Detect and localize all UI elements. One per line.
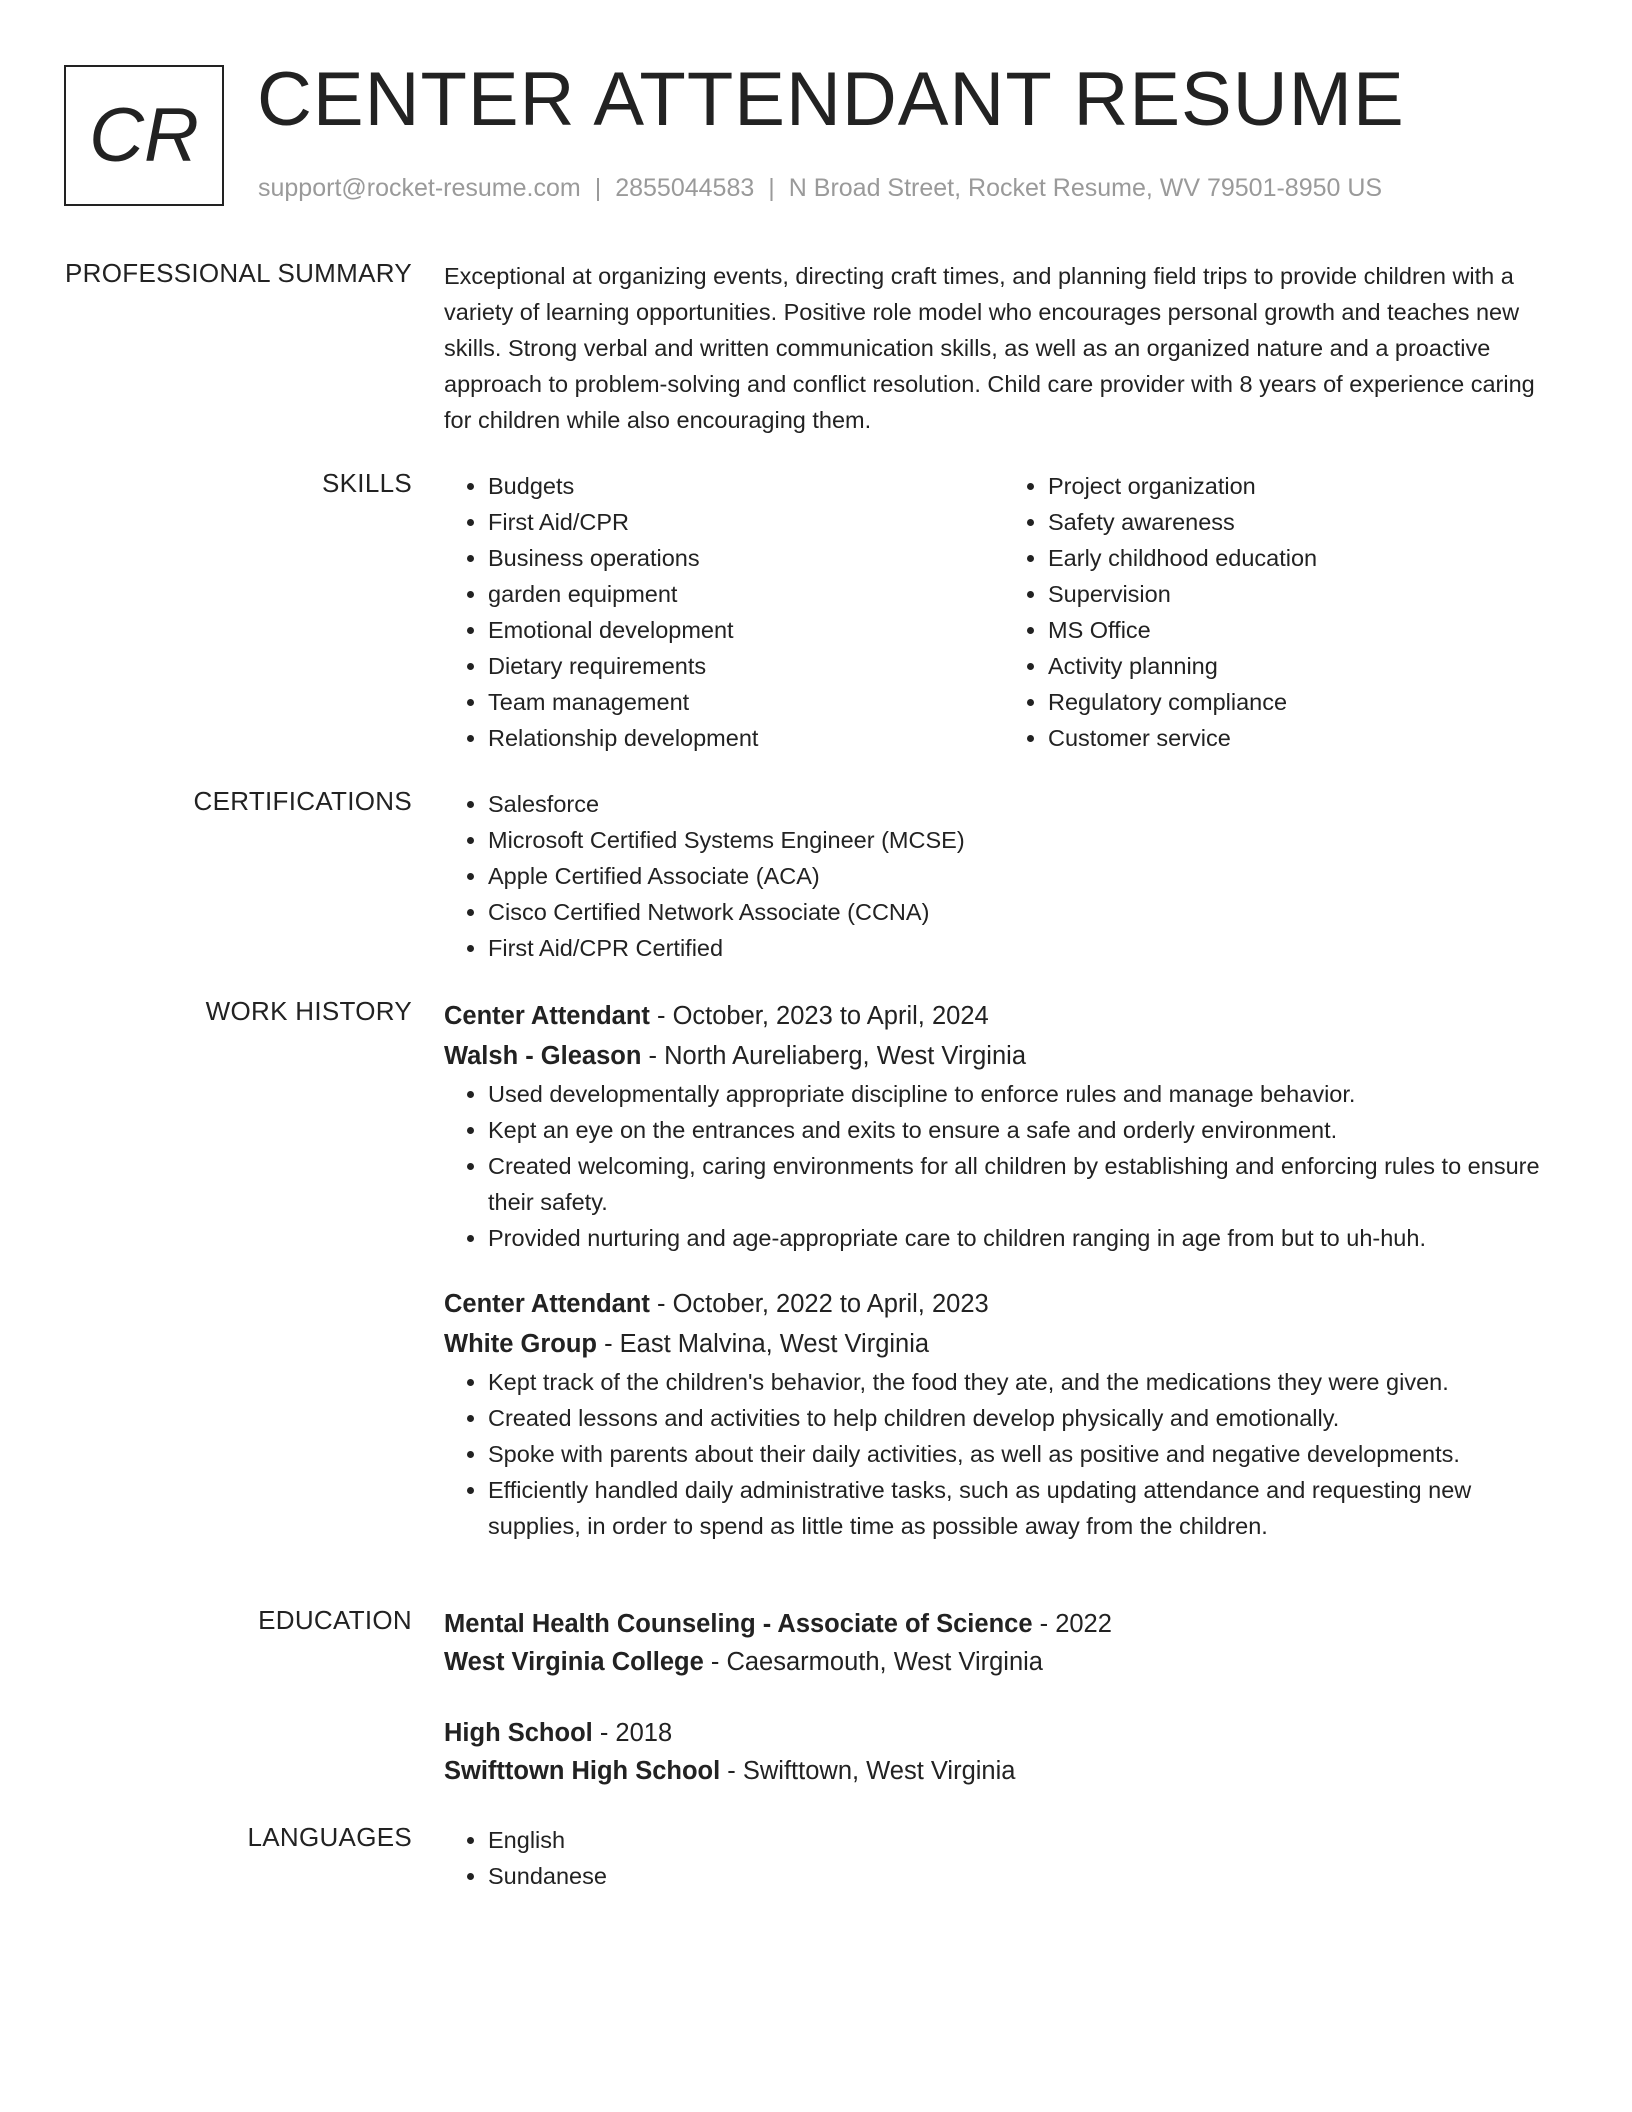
skill-item: • Business operations [488, 540, 1004, 576]
contact-line [258, 174, 1382, 203]
contact-separator: | [768, 174, 775, 202]
education-degree-line [444, 1605, 1564, 1643]
job-duty-item: • Provided nurturing and age-appropriate care to children ranging in age from but to uh-huh. [488, 1220, 1564, 1256]
certifications-list [444, 786, 1564, 966]
job-duty-item: • Efficiently handled daily administrative tasks, such as updating attendance and requesting new supplies, in order to spend as little time as possible away from the children. [488, 1472, 1564, 1544]
job-duty-item: • Kept an eye on the entrances and exits to ensure a safe and orderly environment. [488, 1112, 1564, 1148]
monogram-logo: CR [64, 65, 224, 206]
job-duty-item: • Created welcoming, caring environments for all children by establishing and enforcing rules to ensure their safety. [488, 1148, 1564, 1220]
job-title: Center Attendant [444, 1290, 650, 1318]
education-location: - Swifttown, West Virginia [720, 1757, 1016, 1785]
skill-item: • Supervision [1048, 576, 1564, 612]
education-year: - 2018 [592, 1719, 673, 1747]
education-school-line [444, 1643, 1564, 1681]
job-duties-list [444, 1364, 1564, 1544]
certification-item: • First Aid/CPR Certified [488, 930, 1564, 966]
contact-email: support@rocket-resume.com [258, 174, 581, 202]
job-title-line [444, 996, 1564, 1036]
skill-item: • garden equipment [488, 576, 1004, 612]
skill-item: • Emotional development [488, 612, 1004, 648]
job-company: White Group [444, 1330, 597, 1358]
section-label-languages: LANGUAGES [247, 1822, 412, 1852]
section-label-education: EDUCATION [258, 1605, 412, 1635]
skill-item: • Team management [488, 684, 1004, 720]
skills-grid [444, 468, 1564, 756]
skill-item: • MS Office [1048, 612, 1564, 648]
certification-item: • Salesforce [488, 786, 1564, 822]
job-duty-item: • Used developmentally appropriate discipline to enforce rules and manage behavior. [488, 1076, 1564, 1112]
education-degree: Mental Health Counseling - Associate of Science [444, 1610, 1033, 1638]
skill-item: • Customer service [1048, 720, 1564, 756]
work-history-content [444, 996, 1564, 1544]
job-entry [444, 996, 1564, 1256]
job-company: Walsh - Gleason [444, 1042, 642, 1070]
job-dates: - October, 2023 to April, 2024 [649, 1002, 989, 1030]
education-content [444, 1605, 1564, 1790]
languages-content [444, 1822, 1564, 1894]
skill-item: • Project organization [1048, 468, 1564, 504]
education-location: - Caesarmouth, West Virginia [703, 1648, 1043, 1676]
job-duty-item: • Spoke with parents about their daily activities, as well as positive and negative developments. [488, 1436, 1564, 1472]
contact-separator: | [594, 174, 602, 202]
skill-item: • First Aid/CPR [488, 504, 1004, 540]
language-item: • English [488, 1822, 1564, 1858]
summary-text: Exceptional at organizing events, directing craft times, and planning field trips to provide children with a variety of learning opportunities. Positive role model who encourages personal growth and teaches new skills. Strong verbal and written communication skills, as well as an organized nature and a proactive approach to problem-solving and conflict resolution. Child care provider with 8 years of experience caring for children while also encouraging them. [444, 263, 1535, 433]
job-location: - East Malvina, West Virginia [596, 1330, 930, 1358]
education-degree-line [444, 1714, 1564, 1752]
education-degree: High School [444, 1719, 593, 1747]
skill-item: • Budgets [488, 468, 1004, 504]
section-label-summary: PROFESSIONAL SUMMARY [65, 258, 412, 288]
skills-list-left [444, 468, 1004, 756]
skill-item: • Early childhood education [1048, 540, 1564, 576]
skill-item: • Dietary requirements [488, 648, 1004, 684]
section-label-certifications: CERTIFICATIONS [193, 786, 412, 816]
job-location: - North Aureliaberg, West Virginia [641, 1042, 1027, 1070]
certifications-content [444, 786, 1564, 966]
job-title-line [444, 1284, 1564, 1324]
education-entry [444, 1714, 1564, 1790]
job-duty-item: • Kept track of the children's behavior, the food they ate, and the medications they were given. [488, 1364, 1564, 1400]
skill-item: • Activity planning [1048, 648, 1564, 684]
skill-item: • Regulatory compliance [1048, 684, 1564, 720]
certification-item: • Cisco Certified Network Associate (CCNA) [488, 894, 1564, 930]
languages-list [444, 1822, 1564, 1894]
job-duties-list [444, 1076, 1564, 1256]
job-title: Center Attendant [444, 1002, 650, 1030]
language-item: • Sundanese [488, 1858, 1564, 1894]
page-title: CENTER ATTENDANT RESUME [257, 57, 1405, 142]
skill-item: • Safety awareness [1048, 504, 1564, 540]
certification-item: • Microsoft Certified Systems Engineer (MCSE) [488, 822, 1564, 858]
education-entry [444, 1605, 1564, 1681]
education-school: West Virginia College [444, 1648, 704, 1676]
section-label-skills: SKILLS [322, 468, 412, 498]
job-company-line [444, 1036, 1564, 1076]
education-school: Swifttown High School [444, 1757, 721, 1785]
skills-list-right [1004, 468, 1564, 756]
contact-address: N Broad Street, Rocket Resume, WV 79501-8950 US [788, 174, 1383, 202]
education-year: - 2022 [1032, 1610, 1112, 1638]
certification-item: • Apple Certified Associate (ACA) [488, 858, 1564, 894]
skill-item: • Relationship development [488, 720, 1004, 756]
contact-phone: 2855044583 [615, 174, 755, 202]
summary-content [444, 258, 1564, 438]
job-company-line [444, 1324, 1564, 1364]
job-duty-item: • Created lessons and activities to help children develop physically and emotionally. [488, 1400, 1564, 1436]
education-school-line [444, 1752, 1564, 1790]
job-entry [444, 1284, 1564, 1544]
job-dates: - October, 2022 to April, 2023 [649, 1290, 989, 1318]
section-label-work-history: WORK HISTORY [205, 996, 412, 1026]
